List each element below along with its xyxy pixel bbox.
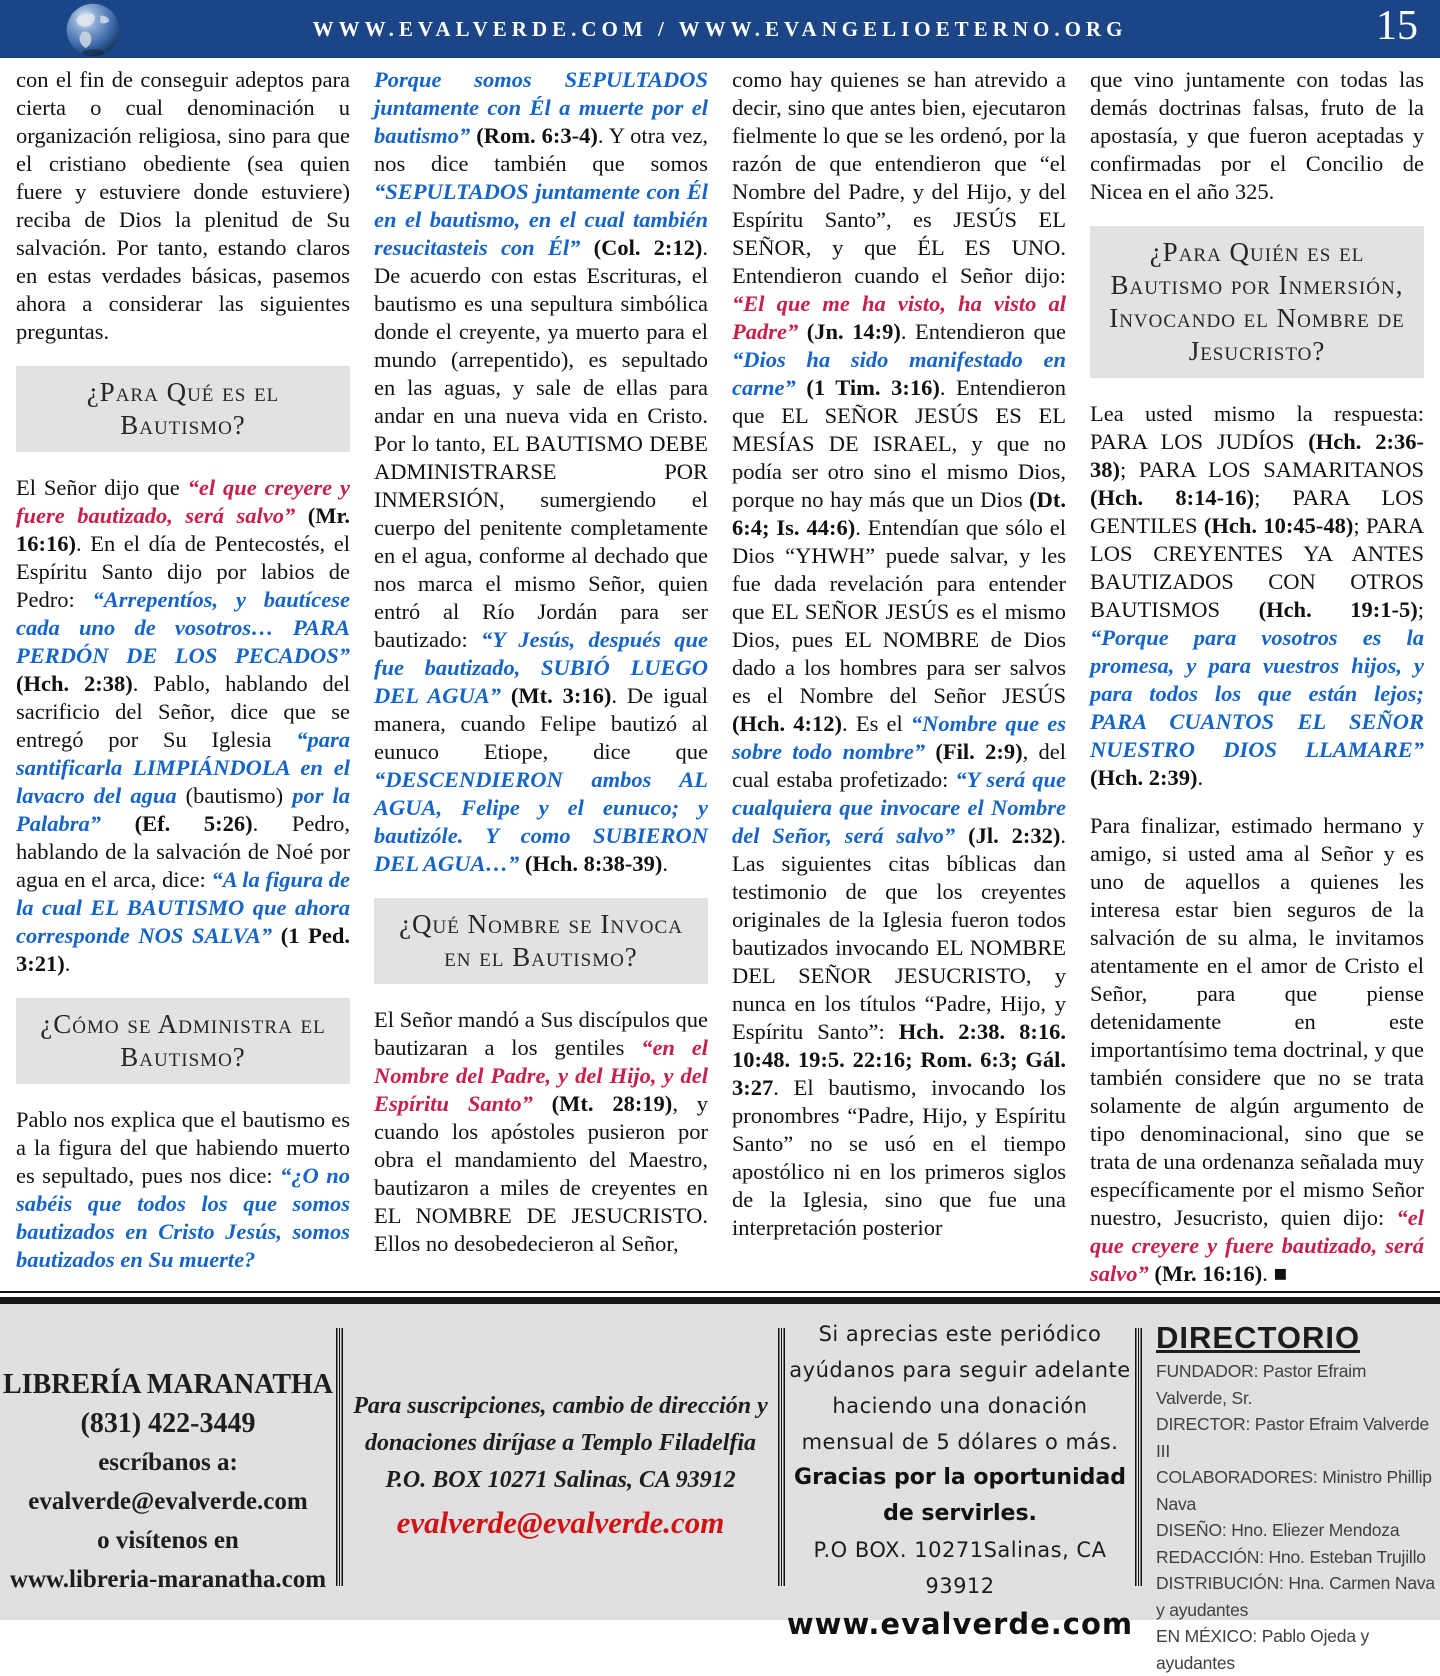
scripture-quote: “el que creyere y fuere bautizado, será salvo”	[1090, 1205, 1424, 1286]
body-text: El Señor mandó a Sus discípulos que bautizaran a los gentiles	[374, 1007, 708, 1060]
body-text: .	[64, 951, 71, 976]
article-paragraph	[16, 1106, 350, 1274]
libreria-website: www.libreria-maranatha.com	[9, 1566, 327, 1593]
subscriptions-email: evalverde@evalverde.com	[396, 1504, 725, 1540]
scripture-reference: Hch. 2:38. 8:16. 10:48. 19:5. 22:16; Rom. 6:3; Gál. 3:27	[732, 1019, 1066, 1100]
directorio-entry: FUNDADOR: Pastor Efraim Valverde, Sr.	[1156, 1361, 1367, 1408]
scripture-reference: (1 Ped. 3:21)	[16, 923, 350, 976]
footer-subscriptions	[343, 1304, 778, 1620]
directorio-entry: EN MÉXICO: Pablo Ojeda y ayudantes	[1156, 1626, 1370, 1673]
subscriptions-line-3: P.O. BOX 10271 Salinas, CA 93912	[385, 1466, 736, 1493]
libreria-write-label: escríbanos a:	[98, 1449, 238, 1476]
article-paragraph	[732, 66, 1066, 1242]
donation-thanks-2: de servirles.	[883, 1501, 1037, 1526]
libreria-visit-label: o visítenos en	[97, 1527, 239, 1554]
scripture-reference: (Mt. 28:19)	[551, 1091, 673, 1116]
scripture-reference: (Hch. 2:39)	[1090, 765, 1198, 790]
body-text: . Y otra vez, nos dice también que somos	[374, 123, 708, 176]
scripture-reference: (Ef. 5:26)	[134, 811, 253, 836]
scripture-quote: “El que me ha visto, ha visto al Padre”	[732, 291, 1066, 344]
body-text: . ■	[1262, 1261, 1288, 1286]
body-text: . Entendieron que	[900, 319, 1066, 344]
scripture-quote: “¿O no sabéis que todos los que somos bautizados en Cristo Jesús, somos bautizados en Su muerte?	[16, 1163, 351, 1272]
footer-divider-1	[336, 1328, 343, 1586]
section-heading: ¿Para Quién es el Bautismo por Inmersión, Invocando el Nombre de Jesucristo?	[1090, 226, 1424, 378]
footer-donation	[785, 1304, 1135, 1641]
body-text: Para finalizar, estimado hermano y amigo, si usted ama al Señor y es uno de aquellos a quienes les interesa estar bien seguros de la salvación de su alma, le invitamos atentamente en el amor de Cristo el Señor, para que piense detenidamente en este importantísimo tema doctrinal, y que también considere que no se trata solamente de algún argumento de tipo denominacional, sino que se trata de una ordenanza señalada muy específicamente por el mismo Señor nuestro, Jesucristo, quien dijo:	[1090, 813, 1424, 1230]
article-columns	[0, 58, 1440, 1291]
footer-divider-2	[778, 1328, 785, 1586]
body-text: . Las siguientes citas bíblicas dan testimonio de que los creyentes originales de la Iglesia fueron todos bautizados invocando EL NOMBRE DEL SEÑOR JESUCRISTO, y nunca en los títulos “Padre, Hijo, y Espíritu Santo”:	[732, 823, 1066, 1044]
article-paragraph	[1090, 66, 1424, 206]
section-heading: ¿Cómo se Administra el Bautismo?	[16, 998, 350, 1084]
scripture-quote: “A la figura de la cual EL BAUTISMO que ahora corresponde NOS SALVA”	[16, 867, 350, 948]
directorio-entry: REDACCIÓN: Hno. Esteban Trujillo	[1156, 1546, 1426, 1567]
header-bar	[0, 0, 1440, 58]
scripture-reference: (Rom. 6:3-4)	[476, 123, 598, 148]
body-text: .	[1197, 765, 1204, 790]
body-text: que vino juntamente con todas las demás doctrinas falsas, fruto de la apostasía, y que fueron aceptadas y confirmadas por el Concilio de Nicea en el año 325.	[1090, 67, 1424, 204]
footer	[0, 1304, 1440, 1673]
body-text: con el fin de conseguir adeptos para cierta o cual denominación u organización religiosa, sino para que el cristiano obediente (sea quien fuere y estuviere donde estuviere) reciba de Dios la plenitud de Su salvación. Por tanto, estando claros en estas verdades básicas, pasemos ahora a considerar las siguientes preguntas.	[16, 67, 350, 344]
directorio-list	[1156, 1358, 1440, 1676]
section-heading: ¿Qué Nombre se Invoca en el Bautismo?	[374, 898, 708, 984]
scripture-reference: (Hch. 4:12)	[732, 711, 843, 736]
body-text: Pablo nos explica que el bautismo es a la figura del que habiendo muerto es sepultado, pues nos dice:	[16, 1107, 350, 1188]
scripture-reference: (Col. 2:12)	[593, 235, 703, 260]
scripture-reference: (Hch. 10:45-48)	[1203, 513, 1354, 538]
article-paragraph	[1090, 812, 1424, 1288]
donation-line-3: haciendo una donación	[832, 1394, 1088, 1418]
scripture-reference: (Mr. 16:16)	[16, 503, 350, 556]
body-text: ; PARA LOS GENTILES	[1090, 485, 1424, 538]
article-column-2	[374, 66, 708, 1291]
body-text: . De igual manera, cuando Felipe bautizó al eunuco Etiope, dice que	[374, 683, 708, 764]
scripture-quote: “SEPULTADOS juntamente con Él en el bautismo, en el cual también resucitasteis con Él”	[374, 179, 708, 260]
scripture-reference: (Mt. 3:16)	[510, 683, 612, 708]
footer-directorio	[1142, 1304, 1440, 1673]
donation-website: www.evalverde.com	[786, 1607, 1134, 1641]
body-text: . En el día de Pentecostés, el Espíritu Santo dijo por labios de Pedro:	[16, 531, 350, 612]
footer-divider-3	[1135, 1328, 1142, 1586]
directorio-entry: DIRECTOR: Pastor Efraim Valverde III	[1156, 1414, 1430, 1461]
body-text: El Señor dijo que	[16, 475, 188, 500]
directorio-entry: DISEÑO: Hno. Eliezer Mendoza	[1156, 1520, 1400, 1540]
scripture-quote: Porque somos SEPULTADOS juntamente con Él a muerte por el bautismo”	[374, 67, 708, 148]
body-text: , y cuando los apóstoles pusieron por obra el mandamiento del Maestro, bautizaron a miles de creyentes en EL NOMBRE DE JESUCRISTO. Ellos no desobedecieron al Señor,	[374, 1091, 708, 1256]
scripture-quote: “Nombre que es sobre todo nombre”	[732, 711, 1066, 764]
body-text: ; PARA LOS CREYENTES YA ANTES BAUTIZADOS CON OTROS BAUTISMOS	[1090, 513, 1424, 622]
scripture-quote: “el que creyere y fuere bautizado, será salvo”	[16, 475, 350, 528]
directorio-title: DIRECTORIO	[1156, 1320, 1361, 1355]
scripture-quote: por la Palabra”	[16, 783, 351, 836]
scripture-reference: (Mr. 16:16)	[1154, 1261, 1263, 1286]
scripture-reference: (Hch. 8:38-39)	[524, 851, 663, 876]
article-paragraph	[16, 474, 350, 978]
header-site-urls: WWW.EVALVERDE.COM / WWW.EVANGELIOETERNO.ORG	[312, 16, 1128, 41]
body-text: , del cual estaba profetizado:	[732, 739, 1066, 792]
body-text: .	[662, 851, 668, 876]
article-paragraph	[16, 66, 350, 346]
subscriptions-line-2: donaciones diríjase a Templo Filadelfia	[364, 1429, 757, 1456]
article-paragraph	[1090, 400, 1424, 792]
footer-rule	[0, 1291, 1440, 1304]
article-column-3	[732, 66, 1066, 1291]
page-number: 15	[1376, 3, 1418, 49]
libreria-email: evalverde@evalverde.com	[28, 1488, 308, 1515]
body-text: . Pablo, hablando del sacrificio del Señor, dice que se entregó por Su Iglesia	[16, 671, 350, 752]
footer-libreria	[0, 1304, 336, 1620]
article-paragraph	[374, 66, 708, 878]
scripture-quote: “para santificarla LIMPIÁNDOLA en el lavacro del agua	[16, 727, 350, 808]
scripture-quote: “Dios ha sido manifestado en carne”	[732, 347, 1066, 400]
scripture-reference: (Hch. 8:14-16)	[1090, 485, 1255, 510]
donation-po-box: P.O BOX. 10271Salinas, CA 93912	[813, 1538, 1107, 1598]
body-text: (bautismo)	[185, 783, 293, 808]
scripture-reference: (Hch. 19:1-5)	[1258, 597, 1418, 622]
scripture-reference: (Fil. 2:9)	[935, 739, 1023, 764]
body-text: . El bautismo, invocando los pronombres “Padre, Hijo, y Espíritu Santo” no se usó en el tiempo apostólico ni en los primeros siglos de la Iglesia, sino que fue una interpretación posterior	[732, 1075, 1066, 1240]
body-text: . Pedro, hablando de la salvación de Noé por agua en el arca, dice:	[16, 811, 350, 892]
article-paragraph	[374, 1006, 708, 1258]
globe-icon	[64, 1, 122, 59]
body-text: . Entendían que sólo el Dios “YHWH” puede salvar, y les fue dada revelación para entender que EL SEÑOR JESÚS es el mismo Dios, pues EL NOMBRE de Dios dado a los hombres para ser salvos es el Nombre del Señor JESÚS	[732, 515, 1067, 708]
scripture-reference: (Dt. 6:4; Is. 44:6)	[732, 487, 1066, 540]
body-text: ;	[1417, 597, 1424, 622]
donation-line-1: Si aprecias este periódico	[818, 1322, 1102, 1346]
body-text: . Es el	[842, 711, 911, 736]
scripture-quote: “Porque para vosotros es la promesa, y para vuestros hijos, y para todos los que están lejos; PARA CUANTOS EL SEÑOR NUESTRO DIOS LLAMARE”	[1090, 625, 1424, 762]
scripture-reference: (Jn. 14:9)	[806, 319, 901, 344]
donation-line-4: mensual de 5 dólares o más.	[801, 1430, 1119, 1454]
article-column-1	[16, 66, 350, 1291]
body-text: . De acuerdo con estas Escrituras, el bautismo es una sepultura simbólica donde el creyente, ya muerto para el mundo (arrepentido), es sepultado en las aguas, y sale de ellas para andar en una nueva vida en Cristo. Por lo tanto, EL BAUTISMO DEBE ADMINISTRARSE POR INMERSIÓN, sumergiendo el cuerpo del penitente completamente en el agua, conforme al dechado que nos marca el mismo Señor, quien entró al Río Jordán para ser bautizado:	[374, 235, 708, 652]
body-text: . Entendieron que EL SEÑOR JESÚS ES EL MESÍAS DE ISRAEL, y que no podía ser otro sino el mismo Dios, porque no hay más que un Dios	[732, 375, 1067, 512]
body-text: como hay quienes se han atrevido a decir, sino que antes bien, ejecutaron fielmente lo que se les ordenó, por la razón de que entendieron que “el Nombre del Padre, y del Hijo, y del Espíritu Santo”, es JESÚS EL SEÑOR, y que ÉL ES UNO. Entendieron cuando el Señor dijo:	[732, 67, 1066, 288]
scripture-quote: “Y será que cualquiera que invocare el Nombre del Señor, será salvo”	[732, 767, 1066, 848]
donation-thanks-1: Gracias por la oportunidad	[794, 1465, 1126, 1490]
scripture-quote: “Arrepentíos, y bautícese cada uno de vosotros… PARA PERDÓN DE LOS PECADOS”	[16, 587, 350, 668]
directorio-entry: COLABORADORES: Ministro Phillip Nava	[1156, 1467, 1432, 1514]
subscriptions-line-1: Para suscripciones, cambio de dirección y	[353, 1392, 768, 1419]
scripture-quote: “en el Nombre del Padre, y del Hijo, y del Espíritu Santo”	[374, 1035, 708, 1116]
directorio-entry: DISTRIBUCIÓN: Hna. Carmen Nava y ayudantes	[1156, 1573, 1435, 1620]
body-text: Lea usted mismo la respuesta: PARA LOS JUDÍOS	[1090, 401, 1424, 454]
scripture-reference: (1 Tim. 3:16)	[806, 375, 940, 400]
libreria-phone: (831) 422-3449	[80, 1408, 256, 1439]
scripture-quote: “DESCENDIERON ambos AL AGUA, Felipe y el eunuco; y bautizóle. Y como SUBIERON DEL AGUA…”	[374, 767, 708, 876]
scripture-quote: “Y Jesús, después que fue bautizado, SUBIÓ LUEGO DEL AGUA”	[374, 627, 709, 708]
article-column-4	[1090, 66, 1424, 1291]
body-text: ; PARA LOS SAMARITANOS	[1120, 457, 1424, 482]
libreria-name: LIBRERÍA MARANATHA	[2, 1369, 334, 1400]
scripture-reference: (Hch. 2:36-38)	[1090, 429, 1424, 482]
scripture-reference: (Jl. 2:32)	[968, 823, 1061, 848]
section-heading: ¿Para Qué es el Bautismo?	[16, 366, 350, 452]
scripture-reference: (Hch. 2:38)	[16, 671, 133, 696]
donation-line-2: ayúdanos para seguir adelante	[789, 1358, 1131, 1382]
